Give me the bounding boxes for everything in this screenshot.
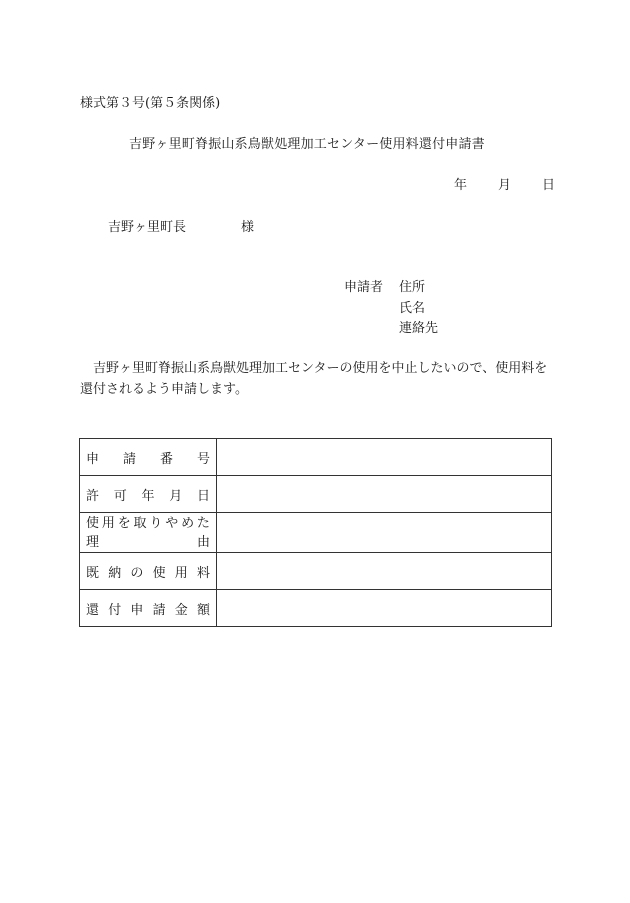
applicant-label: 申請者: [344, 280, 384, 295]
refund-amount-label: 還 付 申 請 金 額: [80, 590, 217, 627]
application-number-label: 申 請 番 号: [80, 439, 217, 476]
cancellation-reason-field[interactable]: [217, 513, 552, 553]
paid-fee-field[interactable]: [217, 553, 552, 590]
application-table: [79, 438, 552, 627]
table-row: [80, 476, 552, 513]
cancellation-reason-label: 使 用 を 取 り や め た 理 由: [80, 513, 217, 553]
request-statement: 吉野ヶ里町脊振山系鳥獣処理加工センターの使用を中止したいので、使用料を還付されるよう申請します。: [80, 361, 548, 397]
date-month: 月: [498, 178, 512, 193]
addressee-name: 吉野ヶ里町長: [108, 220, 187, 235]
applicant-fields: [399, 280, 438, 342]
application-number-field[interactable]: [217, 439, 552, 476]
paid-fee-label: 既 納 の 使 用 料: [80, 553, 217, 590]
date-day: 日: [542, 178, 556, 193]
form-title: 吉野ヶ里町脊振山系鳥獣処理加工センター使用料還付申請書: [129, 137, 485, 152]
addressee-honorific: 様: [241, 220, 255, 235]
table-row: [80, 439, 552, 476]
permission-date-field[interactable]: [217, 476, 552, 513]
date-year: 年: [454, 178, 468, 193]
table-row: [80, 553, 552, 590]
form-number: 様式第３号(第５条関係): [80, 96, 221, 111]
table-row: [80, 590, 552, 627]
refund-amount-field[interactable]: [217, 590, 552, 627]
permission-date-label: 許 可 年 月 日: [80, 476, 217, 513]
addressee: [108, 220, 254, 236]
applicant-name-label: 氏名: [399, 300, 426, 316]
applicant-contact-label: 連絡先: [399, 321, 439, 336]
applicant-address-label: 住所: [399, 280, 426, 295]
date-row: [454, 178, 555, 194]
table-row: [80, 513, 552, 553]
